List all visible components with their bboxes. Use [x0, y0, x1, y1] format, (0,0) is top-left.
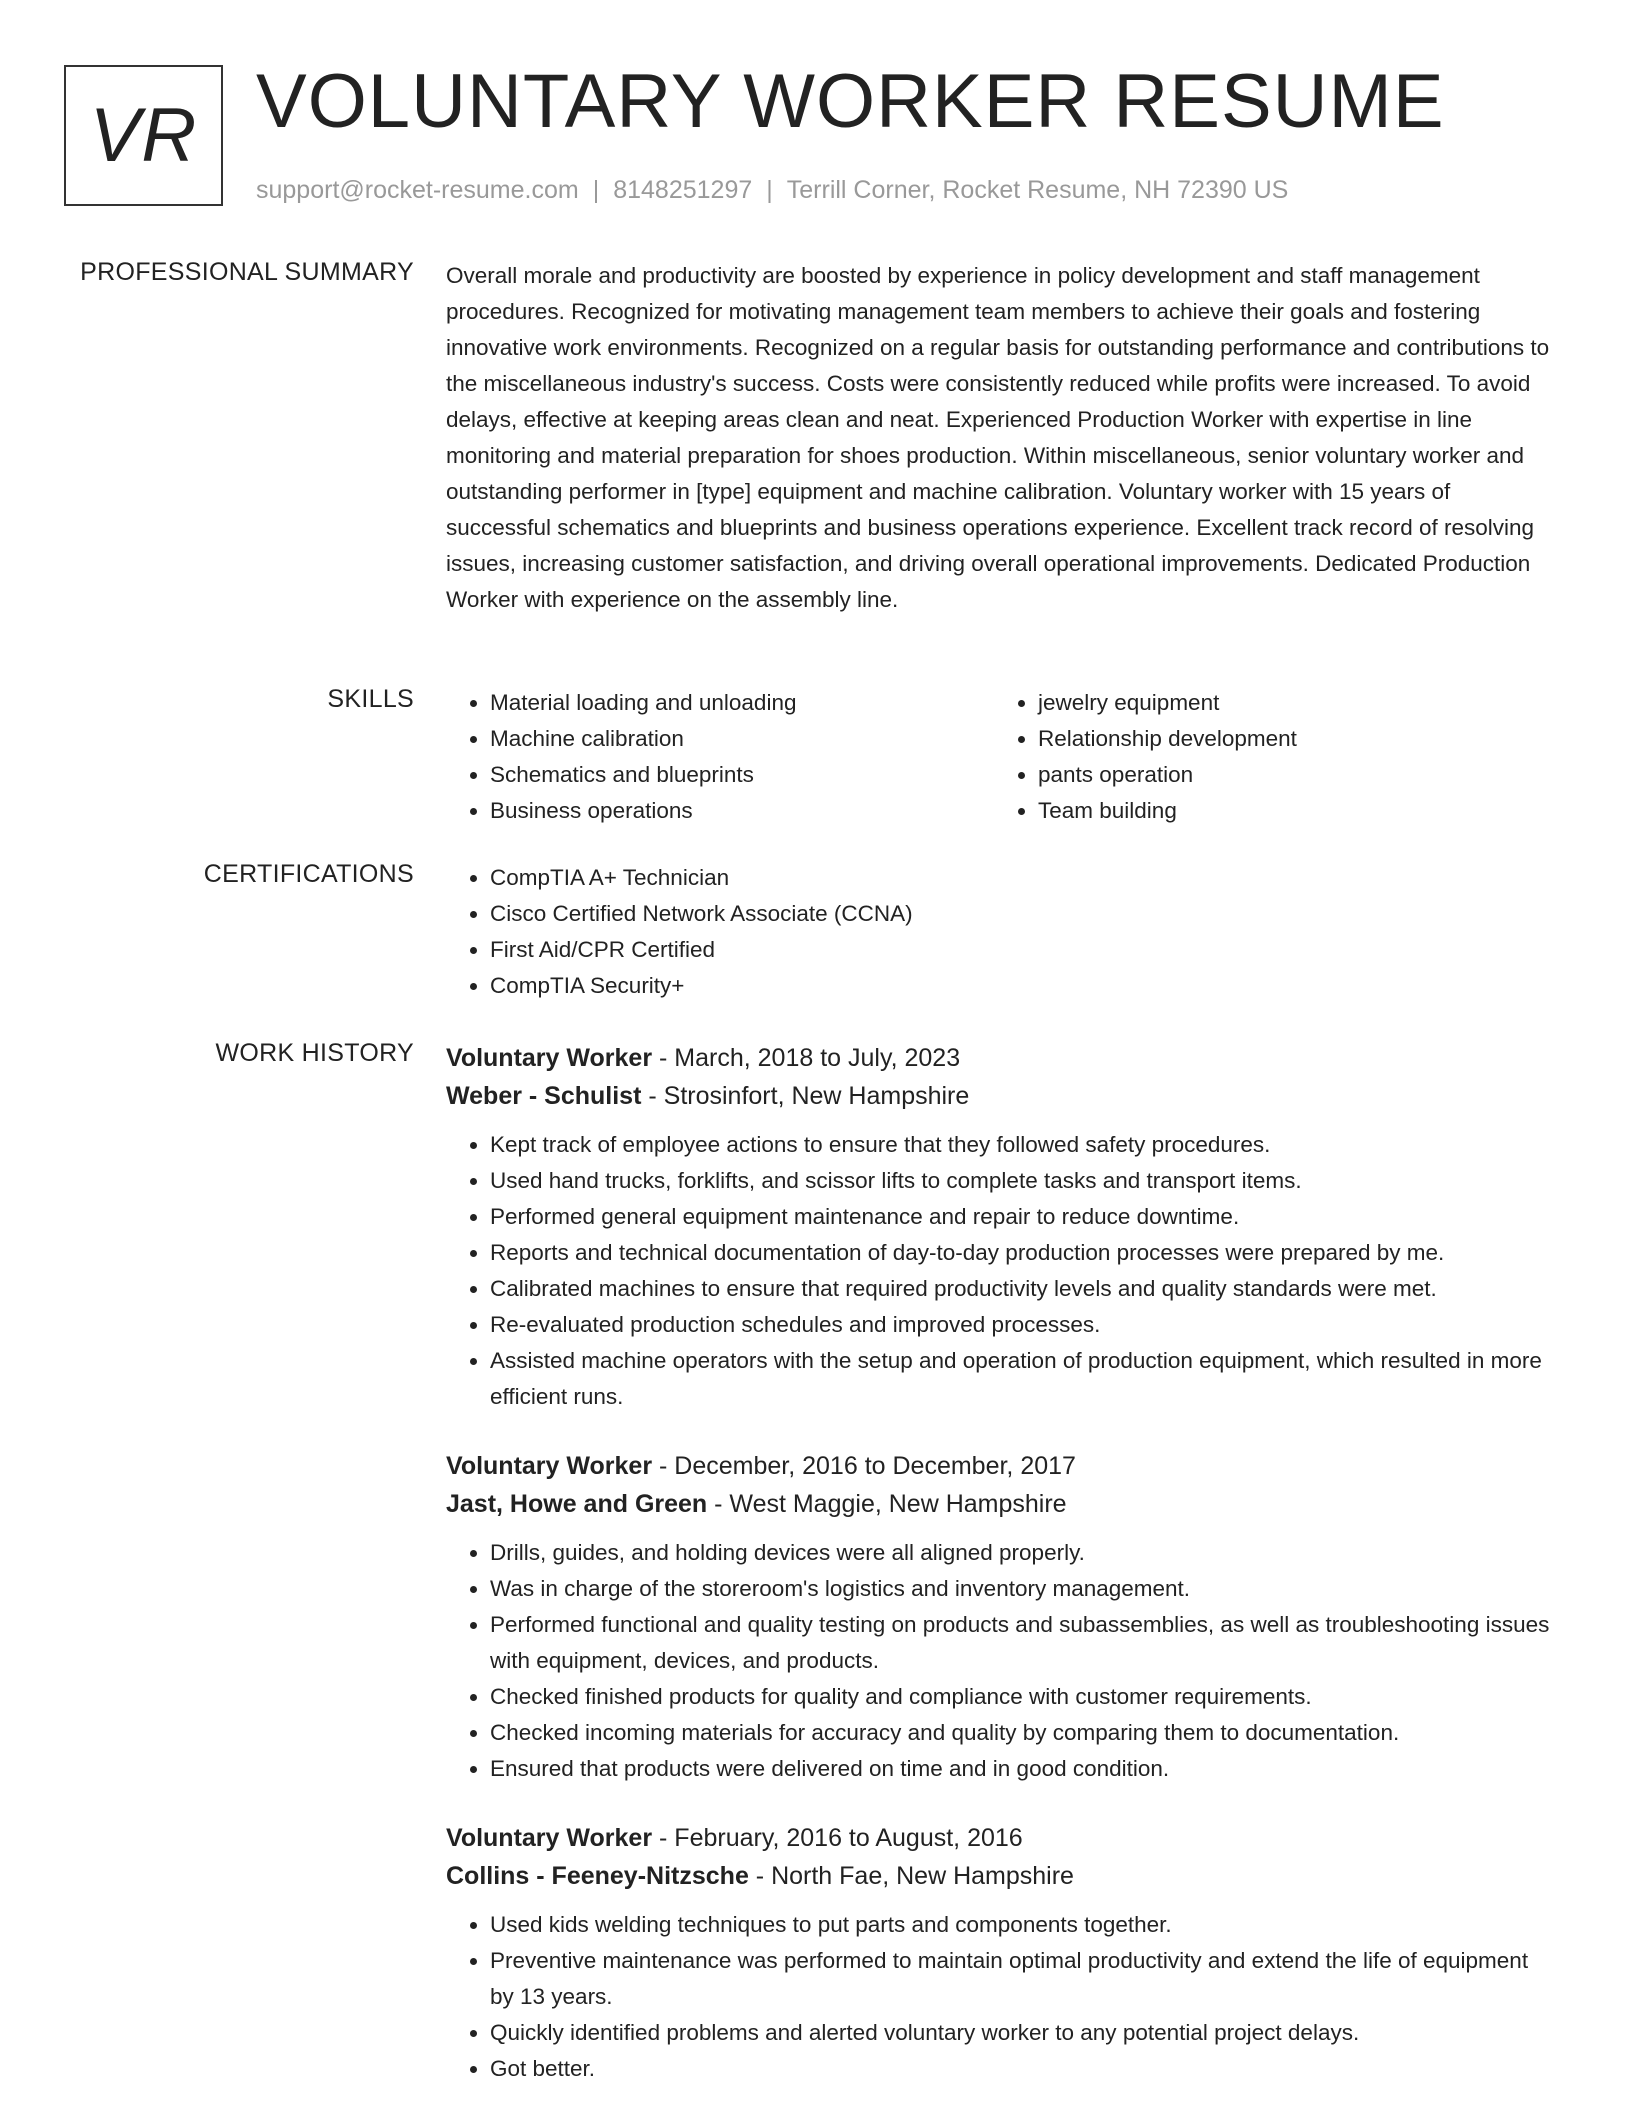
contact-line: [256, 176, 1288, 204]
job-title-line: [446, 1819, 1550, 1857]
job-entry: [446, 1039, 1550, 1415]
job-entry: [446, 1447, 1550, 1787]
job-title-line: [446, 1447, 1550, 1485]
section-label-skills: SKILLS: [327, 685, 414, 713]
job-dates: - March, 2018 to July, 2023: [652, 1044, 961, 1072]
job-bullets: [446, 1535, 1550, 1787]
skill-item: • jewelry equipment: [1038, 685, 1542, 721]
skill-item: • Material loading and unloading: [490, 685, 994, 721]
job-bullet: • Re-evaluated production schedules and improved processes.: [490, 1307, 1550, 1343]
resume-title: VOLUNTARY WORKER RESUME: [256, 59, 1445, 144]
skill-item: • pants operation: [1038, 757, 1542, 793]
job-bullet: • Drills, guides, and holding devices were all aligned properly.: [490, 1535, 1550, 1571]
job-company-line: [446, 1857, 1550, 1895]
job-bullet: • Checked incoming materials for accuracy and quality by comparing them to documentation.: [490, 1715, 1550, 1751]
summary-body: [446, 258, 1550, 618]
contact-address: Terrill Corner, Rocket Resume, NH 72390 US: [786, 176, 1289, 204]
contact-email: support@rocket-resume.com: [256, 176, 579, 204]
section-label-summary: PROFESSIONAL SUMMARY: [80, 258, 414, 286]
job-bullet: • Was in charge of the storeroom's logistics and inventory management.: [490, 1571, 1550, 1607]
job-dates: - February, 2016 to August, 2016: [652, 1824, 1023, 1852]
job-bullet: • Calibrated machines to ensure that required productivity levels and quality standards were met.: [490, 1271, 1550, 1307]
certification-item: • CompTIA A+ Technician: [490, 860, 1550, 896]
certification-item: • CompTIA Security+: [490, 968, 1550, 1004]
job-bullets: [446, 1907, 1550, 2087]
job-title: Voluntary Worker: [446, 1452, 653, 1480]
job-dates: - December, 2016 to December, 2017: [652, 1452, 1076, 1480]
job-company: Weber - Schulist: [446, 1082, 642, 1110]
skill-item: • Machine calibration: [490, 721, 994, 757]
job-bullet: • Used hand trucks, forklifts, and scissor lifts to complete tasks and transport items.: [490, 1163, 1550, 1199]
job-bullet: • Reports and technical documentation of day-to-day production processes were prepared by me.: [490, 1235, 1550, 1271]
job-bullet: • Ensured that products were delivered on time and in good condition.: [490, 1751, 1550, 1787]
job-bullet: • Got better.: [490, 2051, 1550, 2087]
certification-item: • Cisco Certified Network Associate (CCNA): [490, 896, 1550, 932]
skill-item: • Relationship development: [1038, 721, 1542, 757]
work-history-body: [446, 1039, 1550, 2087]
monogram-initials: VR: [89, 93, 198, 178]
job-bullet: • Checked finished products for quality and compliance with customer requirements.: [490, 1679, 1550, 1715]
job-bullet: • Preventive maintenance was performed to maintain optimal productivity and extend the life of equipment by 13 years.: [490, 1943, 1550, 2015]
job-bullets: [446, 1127, 1550, 1415]
job-bullet: • Used kids welding techniques to put parts and components together.: [490, 1907, 1550, 1943]
job-bullet: • Kept track of employee actions to ensure that they followed safety procedures.: [490, 1127, 1550, 1163]
skills-body: [446, 685, 1550, 829]
certifications-body: [446, 860, 1550, 1004]
job-location: - West Maggie, New Hampshire: [707, 1490, 1067, 1518]
contact-separator: |: [766, 176, 773, 204]
contact-separator: |: [592, 176, 600, 204]
skill-item: • Team building: [1038, 793, 1542, 829]
job-bullet: • Quickly identified problems and alerted voluntary worker to any potential project delays.: [490, 2015, 1550, 2051]
job-bullet: • Performed functional and quality testing on products and subassemblies, as well as troubleshooting issues with equipment, devices, and products.: [490, 1607, 1550, 1679]
job-title-line: [446, 1039, 1550, 1077]
job-location: - Strosinfort, New Hampshire: [641, 1082, 970, 1110]
skill-item: • Schematics and blueprints: [490, 757, 994, 793]
contact-phone: 8148251297: [613, 176, 753, 204]
monogram-badge: [64, 65, 223, 206]
skills-column-right: [994, 685, 1542, 829]
job-company: Jast, Howe and Green: [446, 1490, 708, 1518]
summary-text: Overall morale and productivity are boosted by experience in policy development and staff management procedures. Recognized for motivating management team members to achieve their goals and fostering innovative work environments. Recognized on a regular basis for outstanding performance and contributions to the miscellaneous industry's success. Costs were consistently reduced while profits were increased. To avoid delays, effective at keeping areas clean and neat. Experienced Production Worker with expertise in line monitoring and material preparation for shoes production. Within miscellaneous, senior voluntary worker and outstanding performer in [type] equipment and machine calibration. Voluntary worker with 15 years of successful schematics and blueprints and business operations experience. Excellent track record of resolving issues, increasing customer satisfaction, and driving overall operational improvements. Dedicated Production Worker with experience on the assembly line.: [446, 263, 1550, 612]
job-title: Voluntary Worker: [446, 1824, 653, 1852]
job-company: Collins - Feeney-Nitzsche: [446, 1862, 749, 1890]
job-bullet: • Performed general equipment maintenance and repair to reduce downtime.: [490, 1199, 1550, 1235]
skills-column-left: [446, 685, 994, 829]
certification-item: • First Aid/CPR Certified: [490, 932, 1550, 968]
job-company-line: [446, 1077, 1550, 1115]
job-location: - North Fae, New Hampshire: [748, 1862, 1074, 1890]
section-label-certifications: CERTIFICATIONS: [203, 860, 414, 888]
section-label-work-history: WORK HISTORY: [215, 1039, 414, 1067]
job-company-line: [446, 1485, 1550, 1523]
skill-item: • Business operations: [490, 793, 994, 829]
job-entry: [446, 1819, 1550, 2087]
skills-grid: [446, 685, 1550, 829]
job-title: Voluntary Worker: [446, 1044, 653, 1072]
job-bullet: • Assisted machine operators with the setup and operation of production equipment, which resulted in more efficient runs.: [490, 1343, 1550, 1415]
